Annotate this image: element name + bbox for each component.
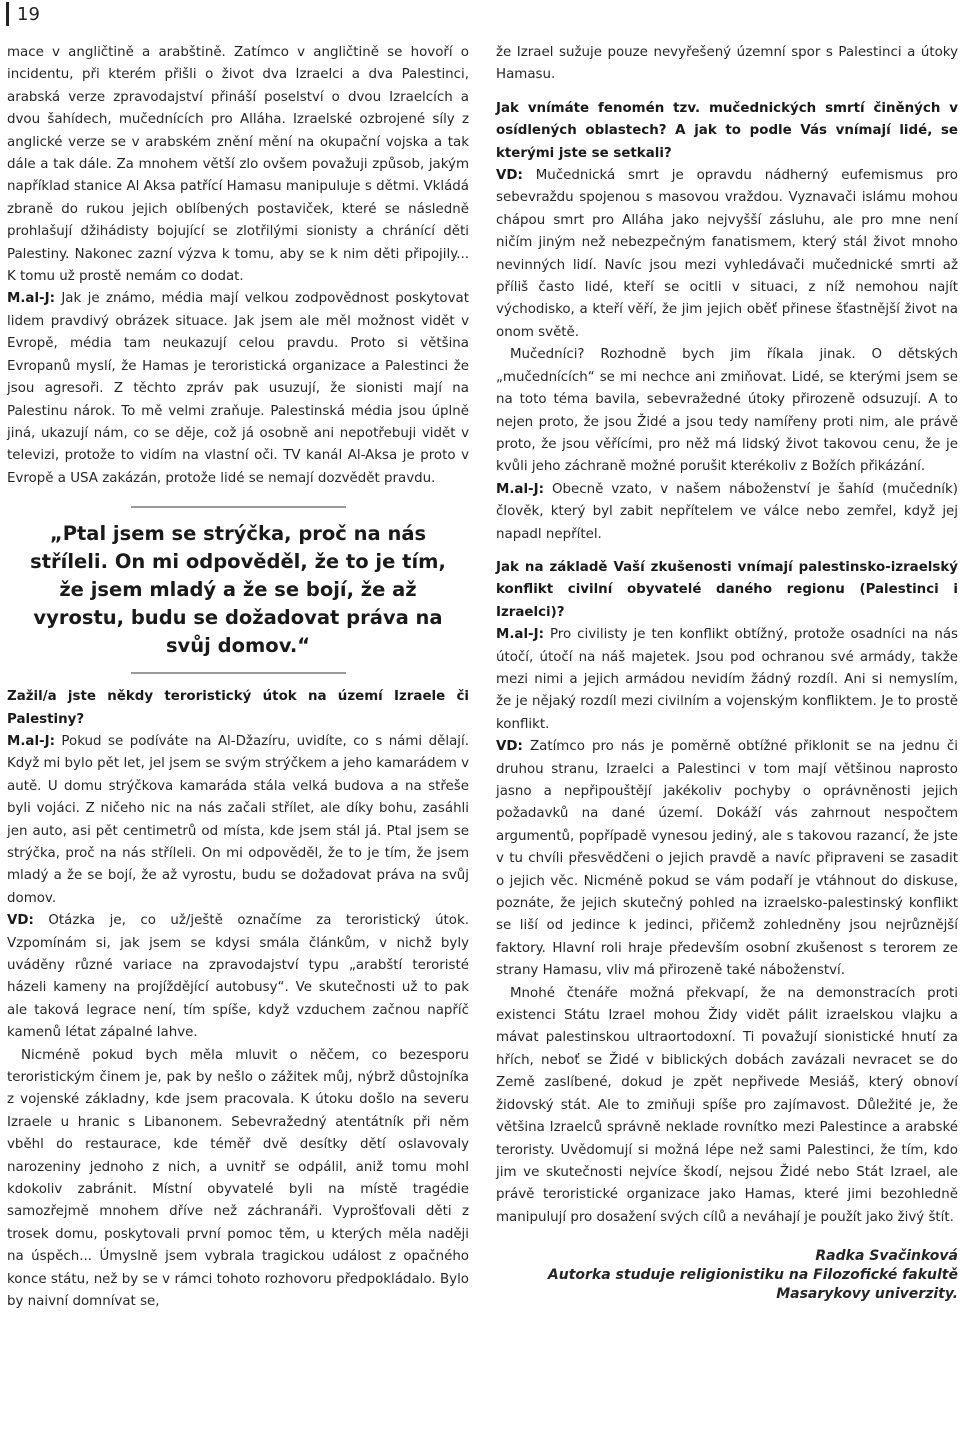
right-paragraph-1: že Izrael sužuje pouze nevyřešený územní spor s Palestinci a útoky Hamasu. [496,45,958,83]
page-number [6,2,40,26]
left-column [7,42,469,1314]
right-paragraph-3: Mučedníci? Rozhodně bych jim říkala jinak. O dětských „mučednících“ se mi nechce ani zmiňovat. Lidé, se kterými jsem se na toto téma bavila, sebevražedné útoky přirozeně odsuzují. A to nejen proto, že jsou Židé a jsou tedy namířeny proti nim, ale právě proto, že jsou věřícími, pro něž má lidský život takovou cenu, že je kvůli jeho záchraně možné porušit kterékoliv z Božích přikázání. [496,347,958,475]
pull-quote-rule-bottom [131,672,346,674]
author-name: Radka Svačinková [815,1248,958,1265]
author-affiliation-line-2: Masarykovy univerzity. [776,1286,958,1303]
right-paragraph-6 [496,736,958,982]
left-paragraph-5: Nicméně pokud bych měla mluvit o něčem, co bezesporu teroristickým činem je, pak by nešlo o zážitek můj, nýbrž důstojníka z vojenské základny, kde jsem pracovala. K útoku došlo na severu Izraele u hranic s Libanonem. Sebevražedný atentátník při něm vběhl do restaurace, kde téměř dvě desítky dětí oslavovaly narozeniny jednoho z nich, a uvnitř se odpálil, aniž tomu mohl kdokoliv zabránit. Místní obyvatelé byli na místě tragédie samozřejmě mnohem dříve než záchranáři. Vyprošťovali děti z trosek domu, poskytovali první pomoc těm, u kterých měla naději na úspěch... Úmyslně jsem vybrala tragickou událost z opačného konce státu, než by se v rámci tohoto rozhovoru předpokládalo. Bylo by naivní domnívat se, [7,1047,469,1310]
interview-question-1: Zažil/a jste někdy teroristický útok na území Izraele či Palestiny? [7,689,469,727]
paragraph-text: Jak je známo, média mají velkou zodpovědnost poskytovat lidem pravdivý obrázek situace. Jak jsem ale měl možnost vidět v Evropě, média tam neukazují celou pravdu. Proto si většina Evropanů myslí, že Hamas je teroristická organizace a Palestinci že jsou agresoři. Z těchto zpráv pak usuzují, že sionisti mají na Palestinu nárok. To mě velmi zraňuje. Palestinská média jsou úplně jiná, ukazují nám, co se děje, což já osobně ani nepotřebuji vidět v televizi, protože to vidím na vlastní oči. TV kanál Al-Aksa je proto v Evropě a USA zakázán, protože lidé se nemají dozvědět pravdu. [7,291,469,486]
speaker-label: M.al-J: [7,291,55,307]
speaker-label: VD: [496,739,523,755]
right-column [496,42,958,1304]
paragraph-text: Obecně vzato, v našem náboženství je šahíd (mučedník) člověk, který byl zabit nepřítelem ve válce nebo zemřel, když jej napadl nepřítel. [496,481,958,542]
left-paragraph-1: mace v angličtině a arabštině. Zatímco v angličtině se hovoří o incidentu, při kterém přišli o život dva Izraelci a dva Palestinci, arabská verze zpravodajství přináší poselství o dvou Izraelcích a dvou šahídech, mučednících pro Alláha. Izraelské ozbrojené síly z anglické verze se v arabském znění mění na okupační vojska a tak dále a tak dále. Za mnohem větší zlo ovšem považuji způsob, jakým například stanice Al Aksa patřící Hamasu manipuluje s dětmi. Vkládá zbraně do rukou jejich oblíbených postaviček, které se následně prohlašují džihádisty bojující se zlotřilými sionisty a chránící děti Palestiny. Nakonec zazní výzva k tomu, aby se k nim děti připojily... K tomu už prostě nemám co dodat. [7,45,469,285]
left-paragraph-3 [7,731,469,910]
speaker-label: M.al-J: [496,627,544,643]
paragraph-text: Mučednická smrt je opravdu nádherný eufemismus pro sebevraždu spojenou s masovou vraždou. Vyznavači islámu mohou chápou smrt pro Alláha jako nejvyšší zásluhu, ale pro mne není ničím jiným než nebezpečným fanatismem, který stál život mnoho nevinných lidí. Navíc jsou mezi vyhledávači mučednické smrti až příliš často lidé, kteří se ocitli v situaci, z níž nemohou najít východisko, a kteří věří, že jim jejich oběť přinese šťastnější život na onom světě. [496,168,958,340]
page-number-bar [6,2,9,26]
paragraph-text: Pro civilisty je ten konflikt obtížný, protože osadníci na nás útočí, útočí na náš majetek. Jsou pod ochranou své armády, takže mezi nimi a jejich armádou nevidím žádný rozdíl. Ani si nemyslím, že je nějaký rozdíl mezi civilním a vojenským konfliktem. Je to prostě konflikt. [496,627,958,732]
pull-quote-rule-top [131,506,346,508]
interview-question-2: Jak vnímáte fenomén tzv. mučednických smrtí činěných v osídlených oblastech? A jak to podle Vás vnímají lidé, se kterými jste se setkali? [496,100,958,161]
paragraph-text: Otázka je, co už/ještě označíme za teroristický útok. Vzpomínám si, jak jsem se kdysi smála článkům, v nichž byly uváděny různé variace na zpravodajství typu „arabští teroristé házeli kameny na projíždějící autobusy“. Ve skutečnosti už to pak ale taková legrace není, tím spíše, když vzduchem začnou napříč kamenů létat zápalné lahve. [7,913,469,1041]
speaker-label: VD: [496,168,523,184]
author-signature [496,1247,958,1304]
left-paragraph-4 [7,910,469,1044]
interview-question-3: Jak na základě Vaší zkušenosti vnímají palestinsko-izraelský konflikt civilní obyvatelé daného regionu (Palestinci i Izraelci)? [496,559,958,620]
pull-quote-block [7,506,469,674]
right-paragraph-5 [496,624,958,736]
paragraph-text: Zatímco pro nás je poměrně obtížné přiklonit se na jednu či druhou stranu, Izraelci a Palestinci v tom mají většinou naprosto jasno a nepřipouštějí jakékoliv pochyby o oprávněnosti jejich požadavků na dané území. Dokáží vás zahrnout nespočtem argumentů, popřípadě vynesou jediný, ale s takovou razancí, že jste v tu chvíli přesvědčeni o jejich pravdě a navíc připraveni se zasadit o jejich věc. Nicméně pokud se vám podaří je vtáhnout do diskuse, poznáte, že jejich skutečný pohled na izraelsko-palestinský konflikt se liší od jedince k jedinci, přičemž zohledněny jsou nejrůznější faktory. Hlavní roli hraje především osobní zkušenost s terorem ze strany Hamasu, vliv má přirozeně také náboženství. [496,739,958,979]
speaker-label: M.al-J: [7,733,55,749]
pull-quote: „Ptal jsem se strýčka, proč na nás stříleli. On mi odpověděl, že to je tím, že jsem mladý a že se bojí, že až vyrostu, budu se dožadovat práva na svůj domov.“ [30,522,446,658]
right-paragraph-2 [496,165,958,344]
author-affiliation-line-1: Autorka studuje religionistiku na Filozofické fakultě [547,1267,958,1284]
left-paragraph-2 [7,288,469,490]
speaker-label: M.al-J: [496,481,544,497]
right-paragraph-4 [496,479,958,546]
page-number-text: 19 [17,3,40,25]
speaker-label: VD: [7,913,34,929]
right-paragraph-7: Mnohé čtenáře možná překvapí, že na demonstracích proti existenci Státu Izrael mohou Židy vidět pálit izraelskou vlajku a mávat palestinskou ultraortodoxní. Ti považují sionistické hnutí za hřích, neboť se Židé v biblických dobách zavázali nevracet se do Země zaslíbené, dokud je zpět nepřivede Mesiáš, který obnoví židovský stát. Ale to zmiňuji spíše pro zajímavost. Důležité je, že většina Izraelců správně neklade rovnítko mezi Palestince a arabské teroristy. Uvědomují si možná lépe než sami Palestinci, že tím, kdo jim ve skutečnosti nejvíce škodí, nejsou Židé nebo Stát Izrael, ale právě teroristické organizace jako Hamas, které jimi bezohledně manipulují pro dosažení svých cílů a neváhají je použít jako živý štít. [496,985,958,1225]
paragraph-text: Pokud se podíváte na Al-Džazíru, uvidíte, co s námi dělají. Když mi bylo pět let, jel jsem se svým strýčkem a jeho kamarádem v autě. U domu strýčkova kamaráda stála velká budova a na střeše byli vojáci. Z ničeho nic na nás začali střílet, ale díky bohu, zasáhli jen auto, asi pět centimetrů od místa, kde jsem stál já. Ptal jsem se strýčka, proč na nás stříleli. On mi odpověděl, že to je tím, že jsem mladý a že se bojí, že až vyrostu, budu se dožadovat práva na svůj domov. [7,733,469,906]
